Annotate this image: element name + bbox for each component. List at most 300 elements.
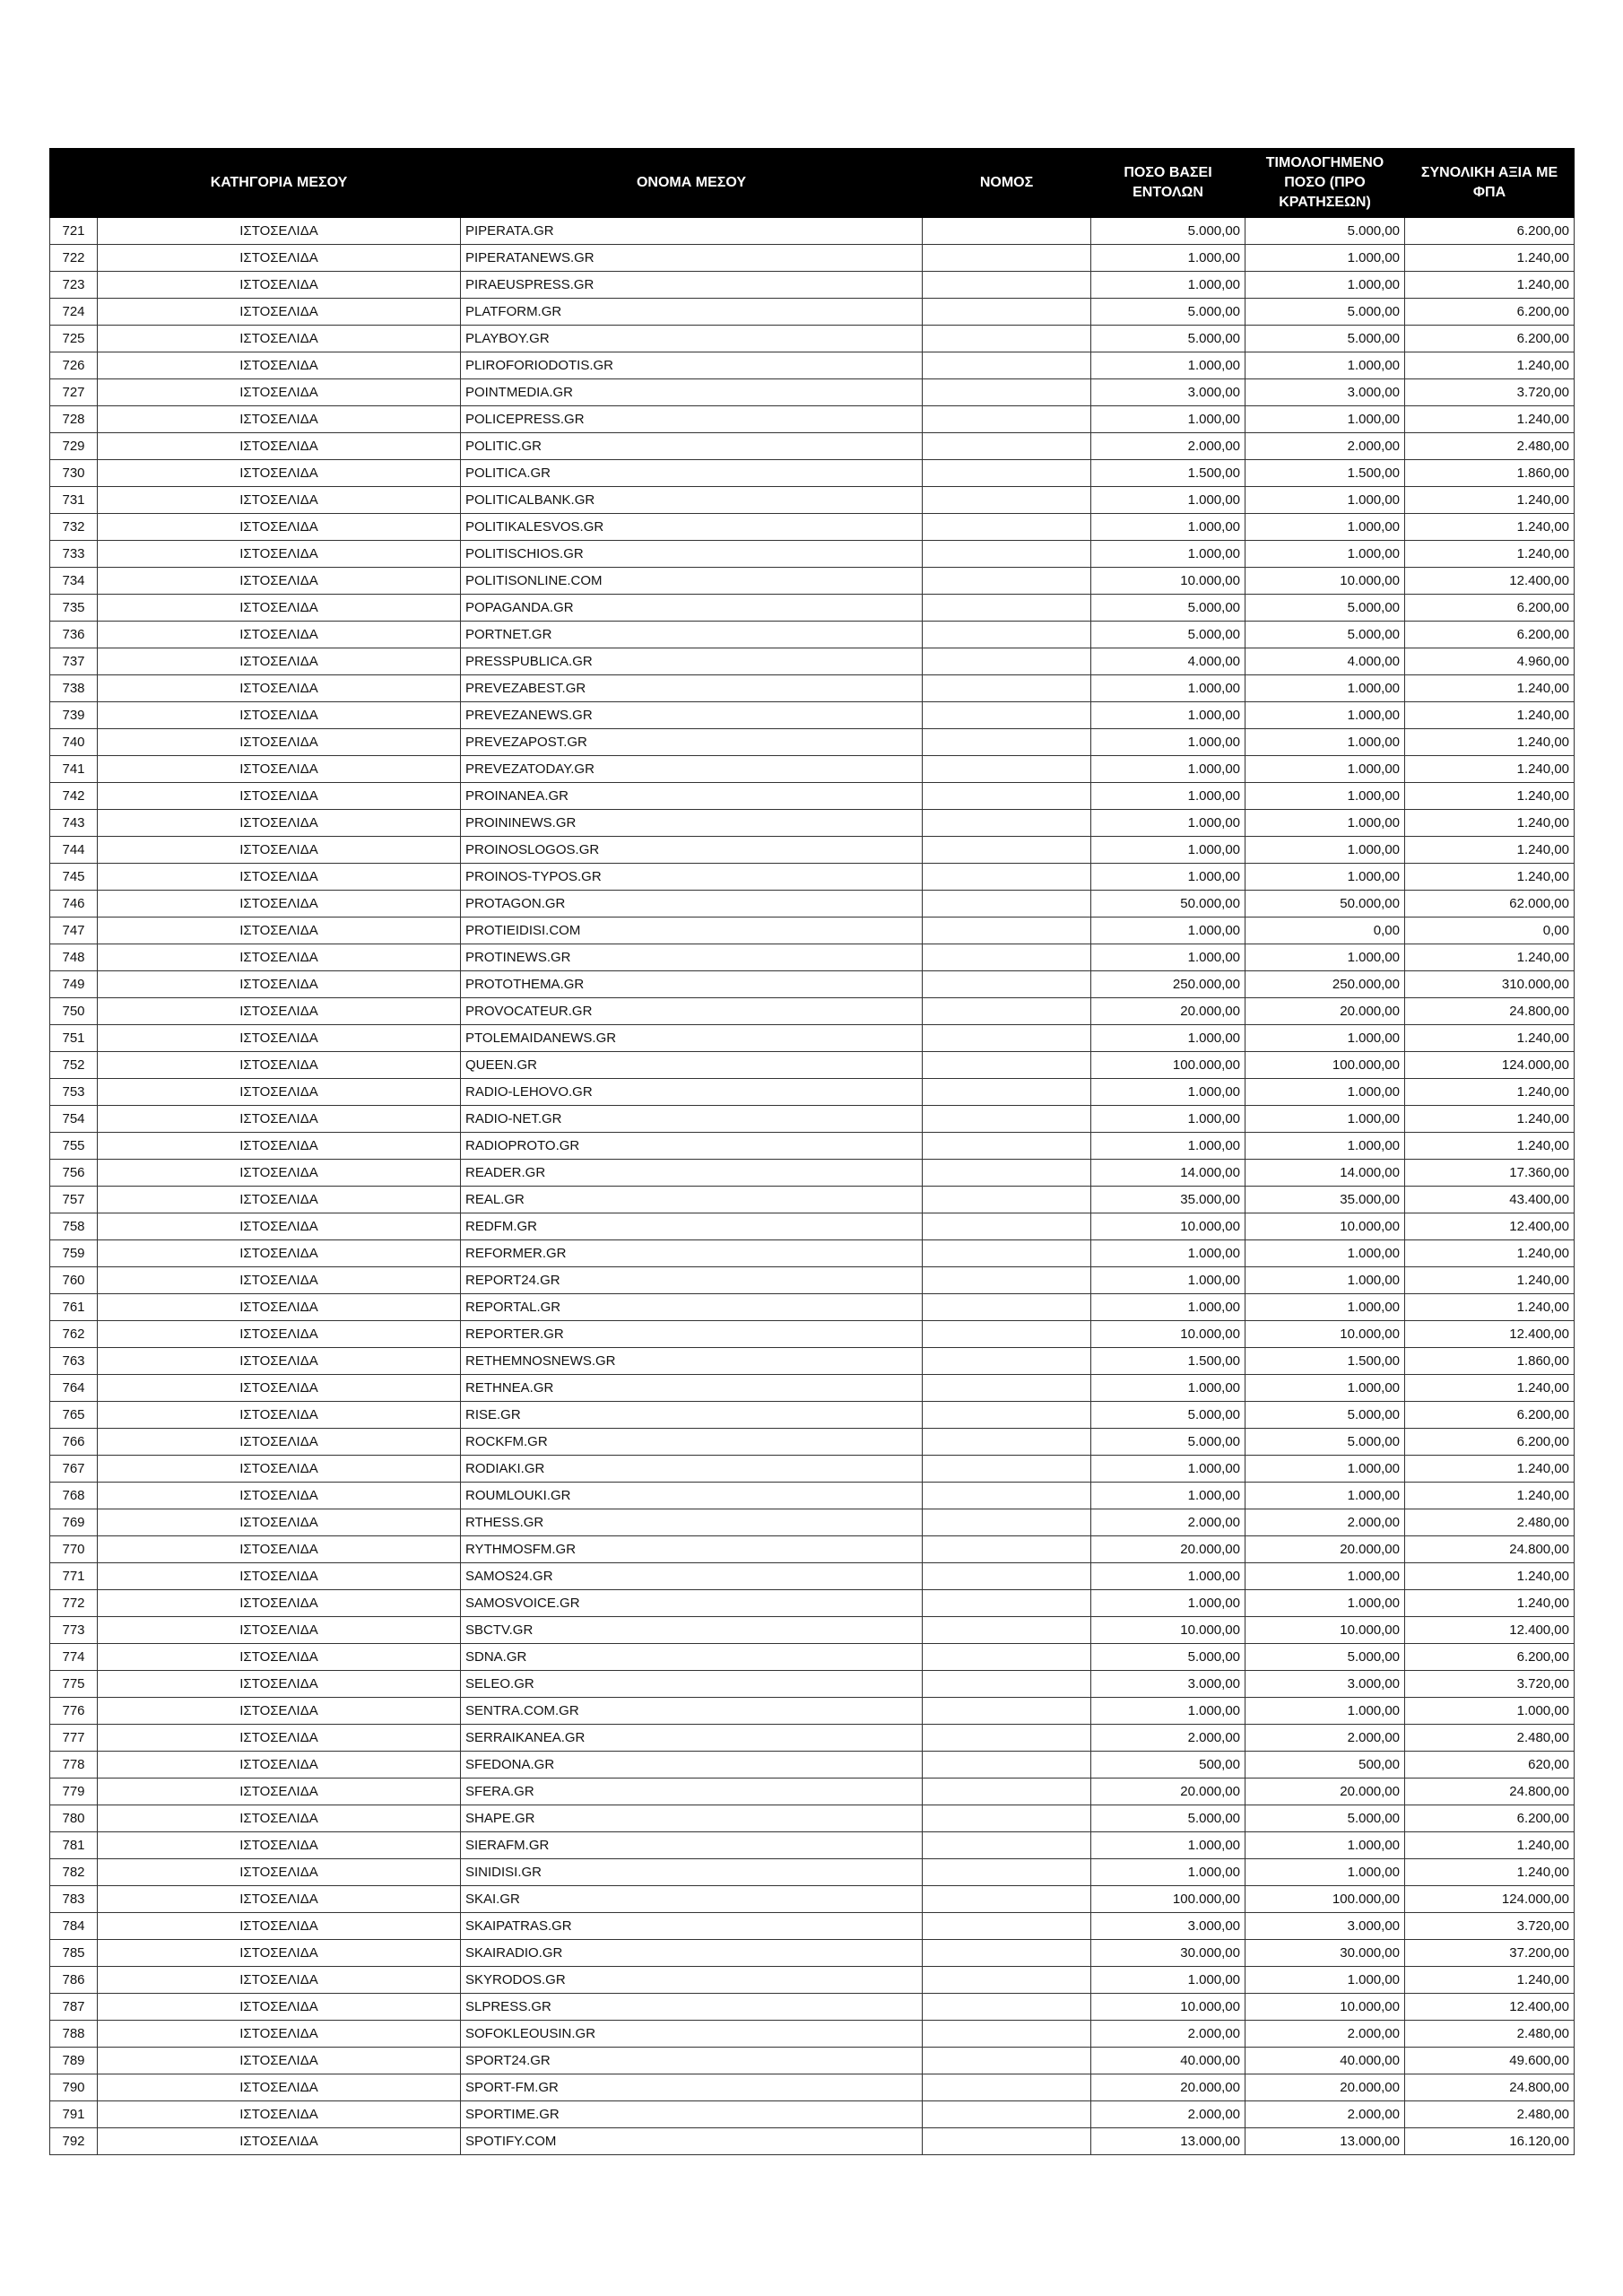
media-name-cell: PLIROFORIODOTIS.GR (461, 352, 923, 379)
media-category-cell: ΙΣΤΟΣΕΛΙΔΑ (98, 1671, 461, 1698)
total-with-vat-cell: 1.240,00 (1405, 1267, 1575, 1294)
media-category-cell: ΙΣΤΟΣΕΛΙΔΑ (98, 1375, 461, 1402)
media-category-cell: ΙΣΤΟΣΕΛΙΔΑ (98, 1509, 461, 1536)
invoiced-amount-cell: 14.000,00 (1245, 1160, 1405, 1187)
law-cell (923, 2048, 1091, 2074)
invoiced-amount-cell: 1.000,00 (1245, 810, 1405, 837)
media-name-cell: RADIO-NET.GR (461, 1106, 923, 1133)
invoiced-amount-cell: 5.000,00 (1245, 326, 1405, 352)
table-row (50, 971, 1575, 998)
total-with-vat-cell: 12.400,00 (1405, 1213, 1575, 1240)
total-with-vat-cell: 3.720,00 (1405, 379, 1575, 406)
invoiced-amount-cell: 50.000,00 (1245, 891, 1405, 918)
media-category-cell: ΙΣΤΟΣΕΛΙΔΑ (98, 2101, 461, 2128)
order-amount-cell: 13.000,00 (1091, 2128, 1245, 2155)
media-category-cell: ΙΣΤΟΣΕΛΙΔΑ (98, 1536, 461, 1563)
table-row (50, 998, 1575, 1025)
media-name-cell: REDFM.GR (461, 1213, 923, 1240)
row-number-cell: 735 (50, 595, 98, 622)
media-category-cell: ΙΣΤΟΣΕΛΙΔΑ (98, 648, 461, 675)
media-category-cell: ΙΣΤΟΣΕΛΙΔΑ (98, 1967, 461, 1994)
order-amount-cell: 50.000,00 (1091, 891, 1245, 918)
law-cell (923, 1267, 1091, 1294)
table-row (50, 1805, 1575, 1832)
table-row (50, 1294, 1575, 1321)
total-with-vat-cell: 2.480,00 (1405, 1509, 1575, 1536)
media-category-cell: ΙΣΤΟΣΕΛΙΔΑ (98, 1725, 461, 1752)
media-name-cell: QUEEN.GR (461, 1052, 923, 1079)
invoiced-amount-cell: 5.000,00 (1245, 622, 1405, 648)
invoiced-amount-cell: 1.000,00 (1245, 541, 1405, 568)
invoiced-amount-cell: 2.000,00 (1245, 1509, 1405, 1536)
order-amount-cell: 1.000,00 (1091, 245, 1245, 272)
table-row (50, 891, 1575, 918)
order-amount-cell: 1.000,00 (1091, 1698, 1245, 1725)
total-with-vat-cell: 310.000,00 (1405, 971, 1575, 998)
law-cell (923, 1967, 1091, 1994)
table-row (50, 1671, 1575, 1698)
invoiced-amount-cell: 1.000,00 (1245, 1698, 1405, 1725)
row-number-cell: 779 (50, 1779, 98, 1805)
row-number-cell: 745 (50, 864, 98, 891)
law-cell (923, 1294, 1091, 1321)
total-with-vat-cell: 1.860,00 (1405, 460, 1575, 487)
media-name-cell: SPORTIME.GR (461, 2101, 923, 2128)
order-amount-cell: 1.000,00 (1091, 810, 1245, 837)
order-amount-cell: 20.000,00 (1091, 998, 1245, 1025)
order-amount-cell: 1.000,00 (1091, 1133, 1245, 1160)
header-law: ΝΟΜΟΣ (923, 149, 1091, 218)
media-name-cell: RYTHMOSFM.GR (461, 1536, 923, 1563)
row-number-cell: 762 (50, 1321, 98, 1348)
total-with-vat-cell: 1.240,00 (1405, 1240, 1575, 1267)
invoiced-amount-cell: 2.000,00 (1245, 1725, 1405, 1752)
law-cell (923, 218, 1091, 245)
media-category-cell: ΙΣΤΟΣΕΛΙΔΑ (98, 1752, 461, 1779)
table-row (50, 1052, 1575, 1079)
law-cell (923, 1590, 1091, 1617)
media-category-cell: ΙΣΤΟΣΕΛΙΔΑ (98, 1079, 461, 1106)
table-row (50, 918, 1575, 944)
total-with-vat-cell: 6.200,00 (1405, 1402, 1575, 1429)
row-number-cell: 739 (50, 702, 98, 729)
law-cell (923, 1671, 1091, 1698)
invoiced-amount-cell: 3.000,00 (1245, 379, 1405, 406)
row-number-cell: 738 (50, 675, 98, 702)
total-with-vat-cell: 1.240,00 (1405, 514, 1575, 541)
order-amount-cell: 1.000,00 (1091, 918, 1245, 944)
invoiced-amount-cell: 4.000,00 (1245, 648, 1405, 675)
media-category-cell: ΙΣΤΟΣΕΛΙΔΑ (98, 971, 461, 998)
row-number-cell: 770 (50, 1536, 98, 1563)
law-cell (923, 2101, 1091, 2128)
media-category-cell: ΙΣΤΟΣΕΛΙΔΑ (98, 1590, 461, 1617)
law-cell (923, 1106, 1091, 1133)
law-cell (923, 783, 1091, 810)
total-with-vat-cell: 12.400,00 (1405, 1617, 1575, 1644)
table-row (50, 1321, 1575, 1348)
header-row-number (50, 149, 98, 218)
row-number-cell: 761 (50, 1294, 98, 1321)
invoiced-amount-cell: 10.000,00 (1245, 568, 1405, 595)
law-cell (923, 891, 1091, 918)
order-amount-cell: 1.000,00 (1091, 514, 1245, 541)
order-amount-cell: 1.000,00 (1091, 783, 1245, 810)
media-category-cell: ΙΣΤΟΣΕΛΙΔΑ (98, 1348, 461, 1375)
total-with-vat-cell: 124.000,00 (1405, 1052, 1575, 1079)
table-row (50, 433, 1575, 460)
media-name-cell: PROTAGON.GR (461, 891, 923, 918)
invoiced-amount-cell: 100.000,00 (1245, 1886, 1405, 1913)
law-cell (923, 1725, 1091, 1752)
invoiced-amount-cell: 100.000,00 (1245, 1052, 1405, 1079)
row-number-cell: 759 (50, 1240, 98, 1267)
invoiced-amount-cell: 1.000,00 (1245, 702, 1405, 729)
total-with-vat-cell: 12.400,00 (1405, 1994, 1575, 2021)
media-name-cell: SERRAIKANEA.GR (461, 1725, 923, 1752)
law-cell (923, 326, 1091, 352)
row-number-cell: 790 (50, 2074, 98, 2101)
order-amount-cell: 1.000,00 (1091, 837, 1245, 864)
row-number-cell: 744 (50, 837, 98, 864)
order-amount-cell: 1.000,00 (1091, 864, 1245, 891)
media-name-cell: SENTRA.COM.GR (461, 1698, 923, 1725)
row-number-cell: 730 (50, 460, 98, 487)
order-amount-cell: 1.000,00 (1091, 1079, 1245, 1106)
total-with-vat-cell: 16.120,00 (1405, 2128, 1575, 2155)
total-with-vat-cell: 1.240,00 (1405, 1832, 1575, 1859)
order-amount-cell: 2.000,00 (1091, 2101, 1245, 2128)
total-with-vat-cell: 1.240,00 (1405, 1859, 1575, 1886)
invoiced-amount-cell: 20.000,00 (1245, 998, 1405, 1025)
order-amount-cell: 2.000,00 (1091, 1725, 1245, 1752)
media-name-cell: RADIOPROTO.GR (461, 1133, 923, 1160)
order-amount-cell: 5.000,00 (1091, 1805, 1245, 1832)
media-table (49, 148, 1575, 2155)
invoiced-amount-cell: 0,00 (1245, 918, 1405, 944)
media-category-cell: ΙΣΤΟΣΕΛΙΔΑ (98, 837, 461, 864)
media-category-cell: ΙΣΤΟΣΕΛΙΔΑ (98, 1294, 461, 1321)
law-cell (923, 998, 1091, 1025)
media-category-cell: ΙΣΤΟΣΕΛΙΔΑ (98, 245, 461, 272)
total-with-vat-cell: 6.200,00 (1405, 595, 1575, 622)
media-category-cell: ΙΣΤΟΣΕΛΙΔΑ (98, 1940, 461, 1967)
order-amount-cell: 1.000,00 (1091, 272, 1245, 299)
law-cell (923, 2128, 1091, 2155)
total-with-vat-cell: 24.800,00 (1405, 2074, 1575, 2101)
table-row (50, 1940, 1575, 1967)
table-row (50, 864, 1575, 891)
media-category-cell: ΙΣΤΟΣΕΛΙΔΑ (98, 433, 461, 460)
invoiced-amount-cell: 10.000,00 (1245, 1213, 1405, 1240)
row-number-cell: 752 (50, 1052, 98, 1079)
total-with-vat-cell: 1.240,00 (1405, 702, 1575, 729)
table-row (50, 729, 1575, 756)
invoiced-amount-cell: 2.000,00 (1245, 2021, 1405, 2048)
table-row (50, 1886, 1575, 1913)
media-category-cell: ΙΣΤΟΣΕΛΙΔΑ (98, 1859, 461, 1886)
table-row (50, 1402, 1575, 1429)
table-row (50, 1859, 1575, 1886)
row-number-cell: 758 (50, 1213, 98, 1240)
media-category-cell: ΙΣΤΟΣΕΛΙΔΑ (98, 299, 461, 326)
media-name-cell: SFEDONA.GR (461, 1752, 923, 1779)
media-name-cell: RODIAKI.GR (461, 1456, 923, 1483)
media-name-cell: PROININEWS.GR (461, 810, 923, 837)
order-amount-cell: 2.000,00 (1091, 1509, 1245, 1536)
row-number-cell: 734 (50, 568, 98, 595)
table-row (50, 622, 1575, 648)
invoiced-amount-cell: 5.000,00 (1245, 218, 1405, 245)
row-number-cell: 728 (50, 406, 98, 433)
row-number-cell: 725 (50, 326, 98, 352)
table-row (50, 1779, 1575, 1805)
law-cell (923, 1213, 1091, 1240)
order-amount-cell: 1.000,00 (1091, 1563, 1245, 1590)
row-number-cell: 787 (50, 1994, 98, 2021)
row-number-cell: 780 (50, 1805, 98, 1832)
invoiced-amount-cell: 20.000,00 (1245, 2074, 1405, 2101)
table-row (50, 2128, 1575, 2155)
invoiced-amount-cell: 20.000,00 (1245, 1779, 1405, 1805)
law-cell (923, 1429, 1091, 1456)
media-category-cell: ΙΣΤΟΣΕΛΙΔΑ (98, 1644, 461, 1671)
table-row (50, 1913, 1575, 1940)
law-cell (923, 1079, 1091, 1106)
order-amount-cell: 40.000,00 (1091, 2048, 1245, 2074)
media-name-cell: POINTMEDIA.GR (461, 379, 923, 406)
row-number-cell: 784 (50, 1913, 98, 1940)
table-row (50, 1483, 1575, 1509)
total-with-vat-cell: 6.200,00 (1405, 326, 1575, 352)
order-amount-cell: 10.000,00 (1091, 1213, 1245, 1240)
law-cell (923, 541, 1091, 568)
law-cell (923, 918, 1091, 944)
row-number-cell: 777 (50, 1725, 98, 1752)
table-row (50, 1133, 1575, 1160)
invoiced-amount-cell: 1.000,00 (1245, 1859, 1405, 1886)
row-number-cell: 786 (50, 1967, 98, 1994)
row-number-cell: 776 (50, 1698, 98, 1725)
row-number-cell: 781 (50, 1832, 98, 1859)
invoiced-amount-cell: 5.000,00 (1245, 1644, 1405, 1671)
total-with-vat-cell: 43.400,00 (1405, 1187, 1575, 1213)
row-number-cell: 773 (50, 1617, 98, 1644)
total-with-vat-cell: 2.480,00 (1405, 2021, 1575, 2048)
invoiced-amount-cell: 1.000,00 (1245, 1832, 1405, 1859)
row-number-cell: 767 (50, 1456, 98, 1483)
media-category-cell: ΙΣΤΟΣΕΛΙΔΑ (98, 2074, 461, 2101)
order-amount-cell: 1.000,00 (1091, 541, 1245, 568)
total-with-vat-cell: 2.480,00 (1405, 1725, 1575, 1752)
total-with-vat-cell: 2.480,00 (1405, 2101, 1575, 2128)
media-name-cell: SAMOS24.GR (461, 1563, 923, 1590)
table-row (50, 1832, 1575, 1859)
table-row (50, 1079, 1575, 1106)
invoiced-amount-cell: 3.000,00 (1245, 1913, 1405, 1940)
media-category-cell: ΙΣΤΟΣΕΛΙΔΑ (98, 326, 461, 352)
total-with-vat-cell: 6.200,00 (1405, 218, 1575, 245)
media-category-cell: ΙΣΤΟΣΕΛΙΔΑ (98, 1832, 461, 1859)
total-with-vat-cell: 6.200,00 (1405, 1644, 1575, 1671)
total-with-vat-cell: 24.800,00 (1405, 1779, 1575, 1805)
law-cell (923, 622, 1091, 648)
order-amount-cell: 250.000,00 (1091, 971, 1245, 998)
table-row (50, 541, 1575, 568)
media-name-cell: RETHNEA.GR (461, 1375, 923, 1402)
table-row (50, 702, 1575, 729)
invoiced-amount-cell: 1.000,00 (1245, 245, 1405, 272)
media-category-cell: ΙΣΤΟΣΕΛΙΔΑ (98, 1429, 461, 1456)
row-number-cell: 775 (50, 1671, 98, 1698)
media-name-cell: POLITICA.GR (461, 460, 923, 487)
total-with-vat-cell: 1.240,00 (1405, 864, 1575, 891)
law-cell (923, 1644, 1091, 1671)
invoiced-amount-cell: 1.500,00 (1245, 1348, 1405, 1375)
law-cell (923, 810, 1091, 837)
law-cell (923, 756, 1091, 783)
media-category-cell: ΙΣΤΟΣΕΛΙΔΑ (98, 1483, 461, 1509)
law-cell (923, 2074, 1091, 2101)
order-amount-cell: 1.000,00 (1091, 1106, 1245, 1133)
order-amount-cell: 20.000,00 (1091, 1536, 1245, 1563)
media-name-cell: PROINOS-TYPOS.GR (461, 864, 923, 891)
media-category-cell: ΙΣΤΟΣΕΛΙΔΑ (98, 1187, 461, 1213)
order-amount-cell: 20.000,00 (1091, 1779, 1245, 1805)
media-name-cell: ROUMLOUKI.GR (461, 1483, 923, 1509)
invoiced-amount-cell: 1.000,00 (1245, 1240, 1405, 1267)
media-category-cell: ΙΣΤΟΣΕΛΙΔΑ (98, 1106, 461, 1133)
table-row (50, 1752, 1575, 1779)
table-row (50, 756, 1575, 783)
order-amount-cell: 1.000,00 (1091, 944, 1245, 971)
table-body (50, 218, 1575, 2155)
invoiced-amount-cell: 2.000,00 (1245, 2101, 1405, 2128)
total-with-vat-cell: 2.480,00 (1405, 433, 1575, 460)
total-with-vat-cell: 62.000,00 (1405, 891, 1575, 918)
total-with-vat-cell: 0,00 (1405, 918, 1575, 944)
media-category-cell: ΙΣΤΟΣΕΛΙΔΑ (98, 1913, 461, 1940)
row-number-cell: 782 (50, 1859, 98, 1886)
media-name-cell: SHAPE.GR (461, 1805, 923, 1832)
invoiced-amount-cell: 5.000,00 (1245, 595, 1405, 622)
table-row (50, 1644, 1575, 1671)
table-row (50, 1509, 1575, 1536)
total-with-vat-cell: 17.360,00 (1405, 1160, 1575, 1187)
order-amount-cell: 3.000,00 (1091, 1913, 1245, 1940)
row-number-cell: 778 (50, 1752, 98, 1779)
media-category-cell: ΙΣΤΟΣΕΛΙΔΑ (98, 622, 461, 648)
total-with-vat-cell: 1.240,00 (1405, 352, 1575, 379)
law-cell (923, 675, 1091, 702)
total-with-vat-cell: 1.240,00 (1405, 729, 1575, 756)
invoiced-amount-cell: 1.000,00 (1245, 1294, 1405, 1321)
total-with-vat-cell: 1.240,00 (1405, 756, 1575, 783)
media-category-cell: ΙΣΤΟΣΕΛΙΔΑ (98, 1779, 461, 1805)
media-category-cell: ΙΣΤΟΣΕΛΙΔΑ (98, 1240, 461, 1267)
order-amount-cell: 1.000,00 (1091, 1294, 1245, 1321)
row-number-cell: 743 (50, 810, 98, 837)
law-cell (923, 1456, 1091, 1483)
media-name-cell: REFORMER.GR (461, 1240, 923, 1267)
table-row (50, 272, 1575, 299)
law-cell (923, 1052, 1091, 1079)
law-cell (923, 299, 1091, 326)
media-name-cell: PRESSPUBLICA.GR (461, 648, 923, 675)
media-name-cell: SPORT24.GR (461, 2048, 923, 2074)
total-with-vat-cell: 6.200,00 (1405, 1429, 1575, 1456)
order-amount-cell: 2.000,00 (1091, 433, 1245, 460)
law-cell (923, 1483, 1091, 1509)
total-with-vat-cell: 1.240,00 (1405, 1590, 1575, 1617)
invoiced-amount-cell: 1.000,00 (1245, 1267, 1405, 1294)
media-category-cell: ΙΣΤΟΣΕΛΙΔΑ (98, 1052, 461, 1079)
media-name-cell: PREVEZAPOST.GR (461, 729, 923, 756)
law-cell (923, 1402, 1091, 1429)
total-with-vat-cell: 4.960,00 (1405, 648, 1575, 675)
total-with-vat-cell: 6.200,00 (1405, 1805, 1575, 1832)
order-amount-cell: 100.000,00 (1091, 1052, 1245, 1079)
invoiced-amount-cell: 1.000,00 (1245, 1483, 1405, 1509)
media-name-cell: PROVOCATEUR.GR (461, 998, 923, 1025)
row-number-cell: 722 (50, 245, 98, 272)
row-number-cell: 788 (50, 2021, 98, 2048)
order-amount-cell: 1.000,00 (1091, 1483, 1245, 1509)
row-number-cell: 742 (50, 783, 98, 810)
order-amount-cell: 5.000,00 (1091, 1644, 1245, 1671)
law-cell (923, 1321, 1091, 1348)
media-name-cell: PIPERATA.GR (461, 218, 923, 245)
order-amount-cell: 1.000,00 (1091, 675, 1245, 702)
order-amount-cell: 1.000,00 (1091, 352, 1245, 379)
media-name-cell: PREVEZATODAY.GR (461, 756, 923, 783)
law-cell (923, 433, 1091, 460)
invoiced-amount-cell: 1.000,00 (1245, 1590, 1405, 1617)
total-with-vat-cell: 1.240,00 (1405, 675, 1575, 702)
law-cell (923, 1752, 1091, 1779)
table-row (50, 1563, 1575, 1590)
invoiced-amount-cell: 1.000,00 (1245, 864, 1405, 891)
media-category-cell: ΙΣΤΟΣΕΛΙΔΑ (98, 487, 461, 514)
order-amount-cell: 10.000,00 (1091, 568, 1245, 595)
media-category-cell: ΙΣΤΟΣΕΛΙΔΑ (98, 998, 461, 1025)
law-cell (923, 729, 1091, 756)
media-category-cell: ΙΣΤΟΣΕΛΙΔΑ (98, 1805, 461, 1832)
table-row (50, 299, 1575, 326)
row-number-cell: 791 (50, 2101, 98, 2128)
order-amount-cell: 1.000,00 (1091, 1267, 1245, 1294)
media-name-cell: PROINANEA.GR (461, 783, 923, 810)
invoiced-amount-cell: 1.000,00 (1245, 1375, 1405, 1402)
row-number-cell: 736 (50, 622, 98, 648)
total-with-vat-cell: 1.240,00 (1405, 541, 1575, 568)
media-category-cell: ΙΣΤΟΣΕΛΙΔΑ (98, 2128, 461, 2155)
row-number-cell: 731 (50, 487, 98, 514)
media-category-cell: ΙΣΤΟΣΕΛΙΔΑ (98, 514, 461, 541)
order-amount-cell: 100.000,00 (1091, 1886, 1245, 1913)
media-name-cell: SINIDISI.GR (461, 1859, 923, 1886)
total-with-vat-cell: 1.860,00 (1405, 1348, 1575, 1375)
table-row (50, 406, 1575, 433)
order-amount-cell: 500,00 (1091, 1752, 1245, 1779)
invoiced-amount-cell: 250.000,00 (1245, 971, 1405, 998)
invoiced-amount-cell: 1.000,00 (1245, 837, 1405, 864)
row-number-cell: 766 (50, 1429, 98, 1456)
table-row (50, 514, 1575, 541)
total-with-vat-cell: 1.240,00 (1405, 1025, 1575, 1052)
invoiced-amount-cell: 1.000,00 (1245, 1025, 1405, 1052)
row-number-cell: 768 (50, 1483, 98, 1509)
